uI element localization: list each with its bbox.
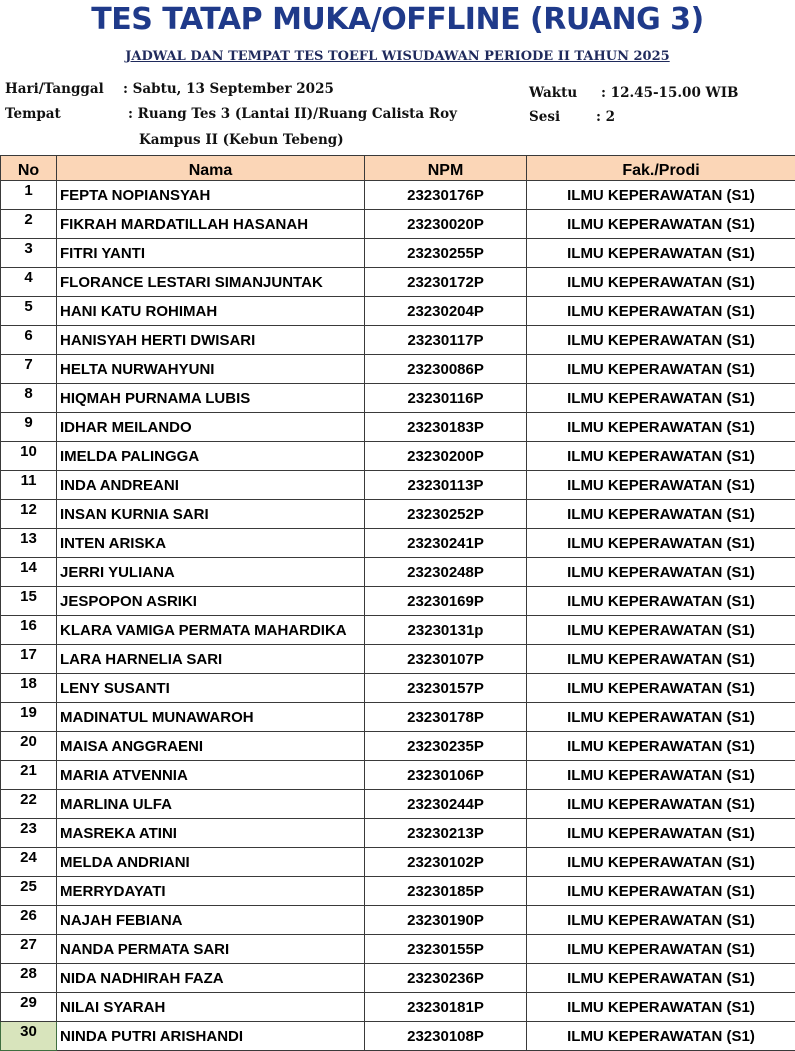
prodi-cell[interactable]: ILMU KEPERAWATAN (S1): [527, 674, 795, 703]
name-cell[interactable]: HANISYAH HERTI DWISARI: [57, 326, 365, 355]
npm-cell[interactable]: 23230190P: [365, 906, 527, 935]
row-number-cell[interactable]: 2: [1, 210, 57, 239]
sesi-value: : 2: [596, 109, 615, 125]
prodi-cell[interactable]: ILMU KEPERAWATAN (S1): [527, 413, 795, 442]
table-row: [1, 761, 795, 790]
npm-cell[interactable]: 23230131p: [365, 616, 527, 645]
table-header-row: [1, 156, 795, 181]
name-cell[interactable]: FEPTA NOPIANSYAH: [57, 181, 365, 210]
name-cell[interactable]: FITRI YANTI: [57, 239, 365, 268]
table-row: [1, 703, 795, 732]
npm-cell[interactable]: 23230236P: [365, 964, 527, 993]
row-number-cell[interactable]: 19: [1, 703, 57, 732]
table-row: [1, 239, 795, 268]
prodi-cell[interactable]: ILMU KEPERAWATAN (S1): [527, 500, 795, 529]
tempat-value-line2: Kampus II (Kebun Tebeng): [139, 132, 344, 148]
prodi-cell[interactable]: ILMU KEPERAWATAN (S1): [527, 471, 795, 500]
prodi-cell[interactable]: ILMU KEPERAWATAN (S1): [527, 877, 795, 906]
npm-cell[interactable]: 23230116P: [365, 384, 527, 413]
prodi-cell[interactable]: ILMU KEPERAWATAN (S1): [527, 935, 795, 964]
table-row: [1, 210, 795, 239]
row-number-cell[interactable]: 16: [1, 616, 57, 645]
column-header-prodi[interactable]: Fak./Prodi: [527, 156, 795, 181]
table-row: [1, 442, 795, 471]
npm-cell[interactable]: 23230155P: [365, 935, 527, 964]
prodi-cell[interactable]: ILMU KEPERAWATAN (S1): [527, 210, 795, 239]
npm-cell[interactable]: 23230108P: [365, 1022, 527, 1051]
row-number-cell[interactable]: 15: [1, 587, 57, 616]
table-row: [1, 181, 795, 210]
row-number-cell[interactable]: 14: [1, 558, 57, 587]
row-number-cell[interactable]: 20: [1, 732, 57, 761]
row-number-cell[interactable]: 7: [1, 355, 57, 384]
npm-cell[interactable]: 23230185P: [365, 877, 527, 906]
table-row: [1, 1022, 795, 1051]
name-cell[interactable]: MERRYDAYATI: [57, 877, 365, 906]
table-row: [1, 355, 795, 384]
row-number-cell[interactable]: 30: [1, 1022, 57, 1051]
table-row: [1, 819, 795, 848]
table-row: [1, 732, 795, 761]
npm-cell[interactable]: 23230252P: [365, 500, 527, 529]
table-row: [1, 413, 795, 442]
participant-table: [0, 155, 795, 1051]
prodi-cell[interactable]: ILMU KEPERAWATAN (S1): [527, 964, 795, 993]
name-cell[interactable]: MARLINA ULFA: [57, 790, 365, 819]
npm-cell[interactable]: 23230255P: [365, 239, 527, 268]
name-cell[interactable]: LENY SUSANTI: [57, 674, 365, 703]
npm-cell[interactable]: 23230183P: [365, 413, 527, 442]
waktu-value: : 12.45-15.00 WIB: [601, 85, 738, 101]
name-cell[interactable]: INTEN ARISKA: [57, 529, 365, 558]
npm-cell[interactable]: 23230241P: [365, 529, 527, 558]
table-body: [1, 181, 795, 1051]
prodi-cell[interactable]: ILMU KEPERAWATAN (S1): [527, 442, 795, 471]
name-cell[interactable]: MARIA ATVENNIA: [57, 761, 365, 790]
prodi-cell[interactable]: ILMU KEPERAWATAN (S1): [527, 384, 795, 413]
npm-cell[interactable]: 23230172P: [365, 268, 527, 297]
row-number-cell[interactable]: 6: [1, 326, 57, 355]
table-row: [1, 384, 795, 413]
row-number-cell[interactable]: 27: [1, 935, 57, 964]
sesi-label: Sesi: [529, 109, 560, 125]
prodi-cell[interactable]: ILMU KEPERAWATAN (S1): [527, 732, 795, 761]
table-row: [1, 471, 795, 500]
row-number-cell[interactable]: 29: [1, 993, 57, 1022]
row-number-cell[interactable]: 22: [1, 790, 57, 819]
table-row: [1, 529, 795, 558]
row-number-cell[interactable]: 18: [1, 674, 57, 703]
hari-label: Hari/Tanggal: [5, 81, 104, 97]
table-row: [1, 848, 795, 877]
npm-cell[interactable]: 23230213P: [365, 819, 527, 848]
row-number-cell[interactable]: 21: [1, 761, 57, 790]
prodi-cell[interactable]: ILMU KEPERAWATAN (S1): [527, 181, 795, 210]
prodi-cell[interactable]: ILMU KEPERAWATAN (S1): [527, 239, 795, 268]
prodi-cell[interactable]: ILMU KEPERAWATAN (S1): [527, 355, 795, 384]
name-cell[interactable]: HANI KATU ROHIMAH: [57, 297, 365, 326]
prodi-cell[interactable]: ILMU KEPERAWATAN (S1): [527, 297, 795, 326]
name-cell[interactable]: IDHAR MEILANDO: [57, 413, 365, 442]
name-cell[interactable]: IMELDA PALINGGA: [57, 442, 365, 471]
row-number-cell[interactable]: 26: [1, 906, 57, 935]
row-number-cell[interactable]: 12: [1, 500, 57, 529]
row-number-cell[interactable]: 23: [1, 819, 57, 848]
npm-cell[interactable]: 23230107P: [365, 645, 527, 674]
table-row: [1, 935, 795, 964]
prodi-cell[interactable]: ILMU KEPERAWATAN (S1): [527, 993, 795, 1022]
name-cell[interactable]: NANDA PERMATA SARI: [57, 935, 365, 964]
npm-cell[interactable]: 23230181P: [365, 993, 527, 1022]
name-cell[interactable]: INDA ANDREANI: [57, 471, 365, 500]
row-number-cell[interactable]: 10: [1, 442, 57, 471]
table-row: [1, 645, 795, 674]
prodi-cell[interactable]: ILMU KEPERAWATAN (S1): [527, 703, 795, 732]
prodi-cell[interactable]: ILMU KEPERAWATAN (S1): [527, 790, 795, 819]
row-number-cell[interactable]: 25: [1, 877, 57, 906]
hari-value: : Sabtu, 13 September 2025: [123, 81, 334, 97]
column-header-npm[interactable]: NPM: [365, 156, 527, 181]
waktu-label: Waktu: [529, 85, 577, 101]
prodi-cell[interactable]: ILMU KEPERAWATAN (S1): [527, 558, 795, 587]
prodi-cell[interactable]: ILMU KEPERAWATAN (S1): [527, 1022, 795, 1051]
npm-cell[interactable]: 23230102P: [365, 848, 527, 877]
table-row: [1, 500, 795, 529]
name-cell[interactable]: JESPOPON ASRIKI: [57, 587, 365, 616]
table-row: [1, 297, 795, 326]
tempat-value: : Ruang Tes 3 (Lantai II)/Ruang Calista Roy: [128, 106, 457, 122]
table-row: [1, 906, 795, 935]
row-number-cell[interactable]: 28: [1, 964, 57, 993]
npm-cell[interactable]: 23230244P: [365, 790, 527, 819]
prodi-cell[interactable]: ILMU KEPERAWATAN (S1): [527, 761, 795, 790]
table-row: [1, 558, 795, 587]
row-number-cell[interactable]: 9: [1, 413, 57, 442]
npm-cell[interactable]: 23230235P: [365, 732, 527, 761]
prodi-cell[interactable]: ILMU KEPERAWATAN (S1): [527, 645, 795, 674]
page-title: TES TATAP MUKA/OFFLINE (RUANG 3): [0, 2, 795, 37]
table-row: [1, 993, 795, 1022]
name-cell[interactable]: FLORANCE LESTARI SIMANJUNTAK: [57, 268, 365, 297]
prodi-cell[interactable]: ILMU KEPERAWATAN (S1): [527, 326, 795, 355]
npm-cell[interactable]: 23230157P: [365, 674, 527, 703]
prodi-cell[interactable]: ILMU KEPERAWATAN (S1): [527, 819, 795, 848]
npm-cell[interactable]: 23230200P: [365, 442, 527, 471]
name-cell[interactable]: JERRI YULIANA: [57, 558, 365, 587]
name-cell[interactable]: HIQMAH PURNAMA LUBIS: [57, 384, 365, 413]
prodi-cell[interactable]: ILMU KEPERAWATAN (S1): [527, 906, 795, 935]
name-cell[interactable]: LARA HARNELIA SARI: [57, 645, 365, 674]
column-header-nama[interactable]: Nama: [57, 156, 365, 181]
row-number-cell[interactable]: 17: [1, 645, 57, 674]
npm-cell[interactable]: 23230169P: [365, 587, 527, 616]
tempat-label: Tempat: [5, 106, 61, 122]
npm-cell[interactable]: 23230248P: [365, 558, 527, 587]
table-row: [1, 268, 795, 297]
row-number-cell[interactable]: 1: [1, 181, 57, 210]
row-number-cell[interactable]: 13: [1, 529, 57, 558]
row-number-cell[interactable]: 5: [1, 297, 57, 326]
prodi-cell[interactable]: ILMU KEPERAWATAN (S1): [527, 587, 795, 616]
name-cell[interactable]: NINDA PUTRI ARISHANDI: [57, 1022, 365, 1051]
name-cell[interactable]: KLARA VAMIGA PERMATA MAHARDIKA: [57, 616, 365, 645]
name-cell[interactable]: HELTA NURWAHYUNI: [57, 355, 365, 384]
name-cell[interactable]: MASREKA ATINI: [57, 819, 365, 848]
name-cell[interactable]: NIDA NADHIRAH FAZA: [57, 964, 365, 993]
table-row: [1, 587, 795, 616]
table-row: [1, 964, 795, 993]
name-cell[interactable]: MADINATUL MUNAWAROH: [57, 703, 365, 732]
npm-cell[interactable]: 23230086P: [365, 355, 527, 384]
column-header-no[interactable]: No: [1, 156, 57, 181]
prodi-cell[interactable]: ILMU KEPERAWATAN (S1): [527, 616, 795, 645]
row-number-cell[interactable]: 4: [1, 268, 57, 297]
table-row: [1, 326, 795, 355]
table-row: [1, 877, 795, 906]
prodi-cell[interactable]: ILMU KEPERAWATAN (S1): [527, 268, 795, 297]
npm-cell[interactable]: 23230204P: [365, 297, 527, 326]
table-row: [1, 616, 795, 645]
row-number-cell[interactable]: 11: [1, 471, 57, 500]
row-number-cell[interactable]: 24: [1, 848, 57, 877]
table-row: [1, 674, 795, 703]
npm-cell[interactable]: 23230117P: [365, 326, 527, 355]
page-subtitle: JADWAL DAN TEMPAT TES TOEFL WISUDAWAN PERIODE II TAHUN 2025: [0, 49, 795, 64]
name-cell[interactable]: NILAI SYARAH: [57, 993, 365, 1022]
name-cell[interactable]: MELDA ANDRIANI: [57, 848, 365, 877]
name-cell[interactable]: INSAN KURNIA SARI: [57, 500, 365, 529]
npm-cell[interactable]: 23230020P: [365, 210, 527, 239]
npm-cell[interactable]: 23230178P: [365, 703, 527, 732]
name-cell[interactable]: NAJAH FEBIANA: [57, 906, 365, 935]
row-number-cell[interactable]: 3: [1, 239, 57, 268]
table-row: [1, 790, 795, 819]
name-cell[interactable]: FIKRAH MARDATILLAH HASANAH: [57, 210, 365, 239]
npm-cell[interactable]: 23230113P: [365, 471, 527, 500]
prodi-cell[interactable]: ILMU KEPERAWATAN (S1): [527, 848, 795, 877]
row-number-cell[interactable]: 8: [1, 384, 57, 413]
prodi-cell[interactable]: ILMU KEPERAWATAN (S1): [527, 529, 795, 558]
npm-cell[interactable]: 23230176P: [365, 181, 527, 210]
name-cell[interactable]: MAISA ANGGRAENI: [57, 732, 365, 761]
npm-cell[interactable]: 23230106P: [365, 761, 527, 790]
